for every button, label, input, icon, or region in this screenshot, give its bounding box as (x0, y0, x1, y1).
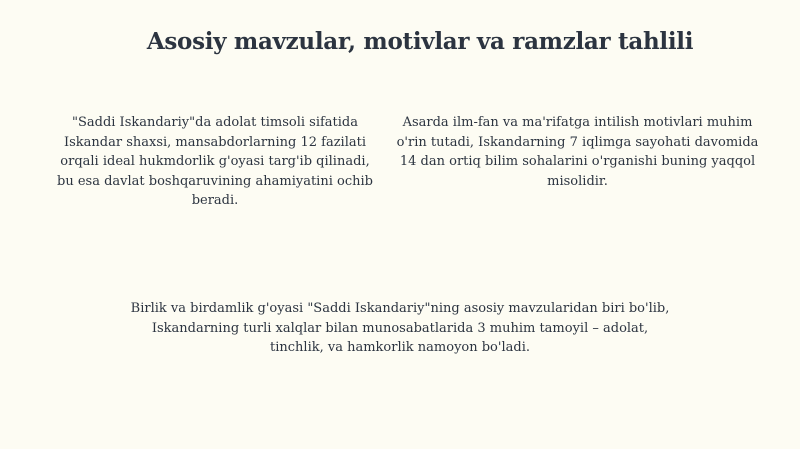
paragraph-knowledge: Asarda ilm-fan va ma'rifatga intilish motivlari muhim o'rin tutadi, Iskandarning 7 iqlimga sayohati davomida 14 dan ortiq bilim sohalarini o'rganishi buning yaqqol misolidir. (396, 115, 759, 189)
slide-title: Asosiy mavzular, motivlar va ramzlar tahlili (146, 28, 694, 55)
paragraph-justice: "Saddi Iskandariy"da adolat timsoli sifatida Iskandar shaxsi, mansabdorlarning 12 fazilati orqali ideal hukmdorlik g'oyasi targ'ib qilinadi, bu esa davlat boshqaruvining ahamiyatini ochib beradi. (57, 115, 373, 208)
paragraph-unity: Birlik va birdamlik g'oyasi "Saddi Iskandariy"ning asosiy mavzularidan biri bo'lib, Iskandarning turli xalqlar bilan munosabatlarida 3 muhim tamoyil – adolat, tinchlik, va hamkorlik namoyon bo'ladi. (130, 301, 670, 355)
